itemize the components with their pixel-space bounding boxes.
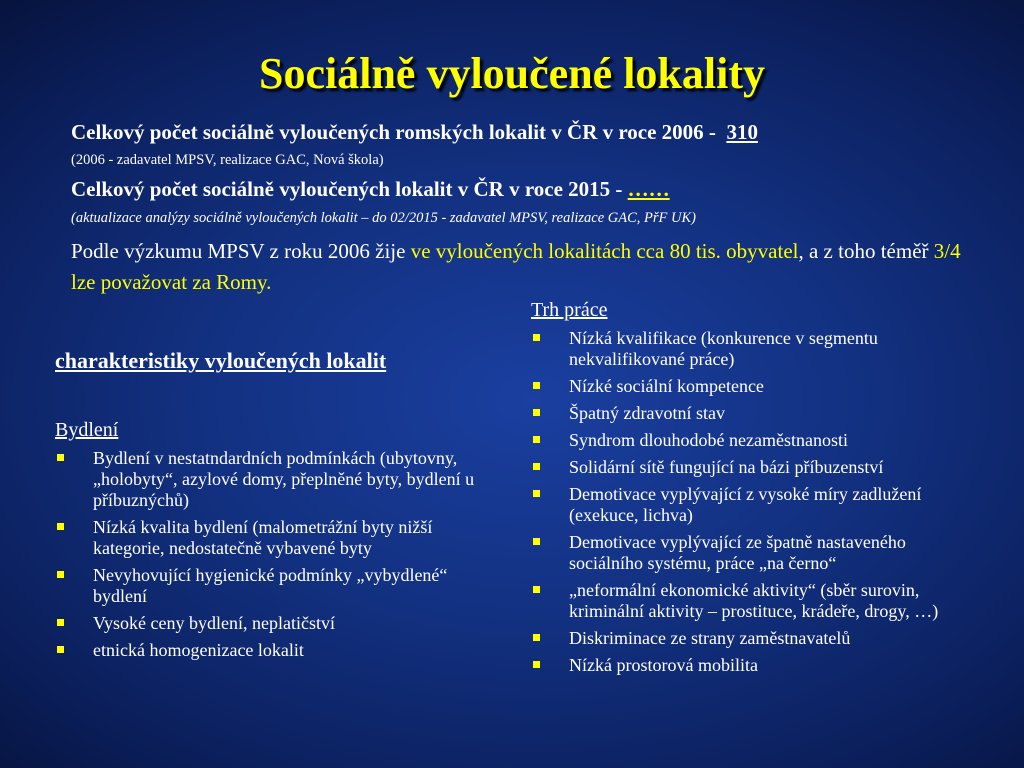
square-bullet-icon — [533, 409, 540, 416]
list-item — [531, 376, 981, 397]
stat-2015-note: (aktualizace analýzy sociálně vyloučených lokalit – do 02/2015 - zadavatel MPSV, realizace GAC, PřF UK) — [71, 210, 696, 226]
labor-market-heading: Trh práce — [531, 299, 608, 321]
square-bullet-icon — [57, 454, 64, 461]
intro-part2: , a z toho téměř — [798, 239, 929, 263]
list-item — [531, 580, 981, 622]
list-item — [55, 640, 495, 661]
stat-2006-text: Celkový počet sociálně vyloučených romských lokalit v ČR v roce 2006 - — [71, 120, 716, 144]
square-bullet-icon — [533, 334, 540, 341]
list-item — [55, 517, 495, 559]
list-item-text: etnická homogenizace lokalit — [93, 640, 304, 660]
square-bullet-icon — [533, 436, 540, 443]
square-bullet-icon — [533, 634, 540, 641]
labor-list-container — [531, 328, 981, 682]
list-item-text: Syndrom dlouhodobé nezaměstnanosti — [569, 430, 848, 450]
list-item — [55, 613, 495, 634]
left-column-heading: charakteristiky vyloučených lokalit — [55, 348, 387, 373]
slide-title: Sociálně vyloučené lokality — [259, 49, 765, 98]
square-bullet-icon — [533, 463, 540, 470]
stat-2006-value: 310 — [726, 120, 758, 144]
intro-part1: Podle výzkumu MPSV z roku 2006 žije — [71, 239, 406, 263]
housing-list — [55, 448, 495, 661]
square-bullet-icon — [57, 619, 64, 626]
square-bullet-icon — [533, 382, 540, 389]
square-bullet-icon — [57, 523, 64, 530]
list-item-text: Nevyhovující hygienické podmínky „vybydlené“ bydlení — [93, 565, 448, 606]
intro-highlight-population: ve vyloučených lokalitách cca 80 tis. obyvatel — [410, 239, 799, 263]
intro-paragraph — [71, 236, 971, 298]
list-item — [55, 565, 495, 607]
stat-2015 — [71, 177, 670, 202]
list-item-text: Nízká kvalifikace (konkurence v segmentu nekvalifikované práce) — [569, 328, 878, 369]
square-bullet-icon — [57, 571, 64, 578]
list-item — [531, 655, 981, 676]
list-item-text: Bydlení v nestatndardních podmínkách (ubytovny, „holobyty“, azylové domy, přeplněné byty, bydlení u příbuznýchů) — [93, 448, 475, 510]
list-item — [531, 430, 981, 451]
square-bullet-icon — [533, 490, 540, 497]
list-item-text: Nízká prostorová mobilita — [569, 655, 758, 675]
list-item-text: Diskriminace ze strany zaměstnavatelů — [569, 628, 851, 648]
list-item — [531, 457, 981, 478]
list-item-text: Vysoké ceny bydlení, neplatičství — [93, 613, 335, 633]
stat-2006 — [71, 120, 758, 145]
square-bullet-icon — [57, 646, 64, 653]
intro-highlight-roma: 3/4 lze považovat za Romy. — [71, 239, 961, 294]
list-item — [531, 628, 981, 649]
housing-heading: Bydlení — [55, 419, 119, 441]
list-item — [531, 403, 981, 424]
list-item-text: Nízké sociální kompetence — [569, 376, 764, 396]
list-item — [531, 328, 981, 370]
stat-2015-value: …… — [627, 177, 670, 201]
square-bullet-icon — [533, 538, 540, 545]
list-item — [55, 448, 495, 511]
square-bullet-icon — [533, 661, 540, 668]
stat-2015-text: Celkový počet sociálně vyloučených lokalit v ČR v roce 2015 - — [71, 177, 623, 201]
list-item-text: Nízká kvalita bydlení (malometrážní byty nižší kategorie, nedostatečně vybavené byty — [93, 517, 433, 558]
list-item-text: Demotivace vyplývající z vysoké míry zadlužení (exekuce, lichva) — [569, 484, 922, 525]
stat-2006-note: (2006 - zadavatel MPSV, realizace GAC, Nová škola) — [71, 152, 384, 168]
list-item-text: Demotivace vyplývající ze špatně nastaveného sociálního systému, práce „na černo“ — [569, 532, 906, 573]
list-item-text: Solidární sítě fungující na bázi příbuzenství — [569, 457, 884, 477]
list-item-text: Špatný zdravotní stav — [569, 403, 725, 423]
labor-market-list — [531, 328, 981, 676]
list-item — [531, 532, 981, 574]
list-item-text: „neformální ekonomické aktivity“ (sběr surovin, kriminální aktivity – prostituce, krádeře, drogy, …) — [569, 580, 939, 621]
housing-list-container — [55, 448, 495, 667]
square-bullet-icon — [533, 586, 540, 593]
list-item — [531, 484, 981, 526]
